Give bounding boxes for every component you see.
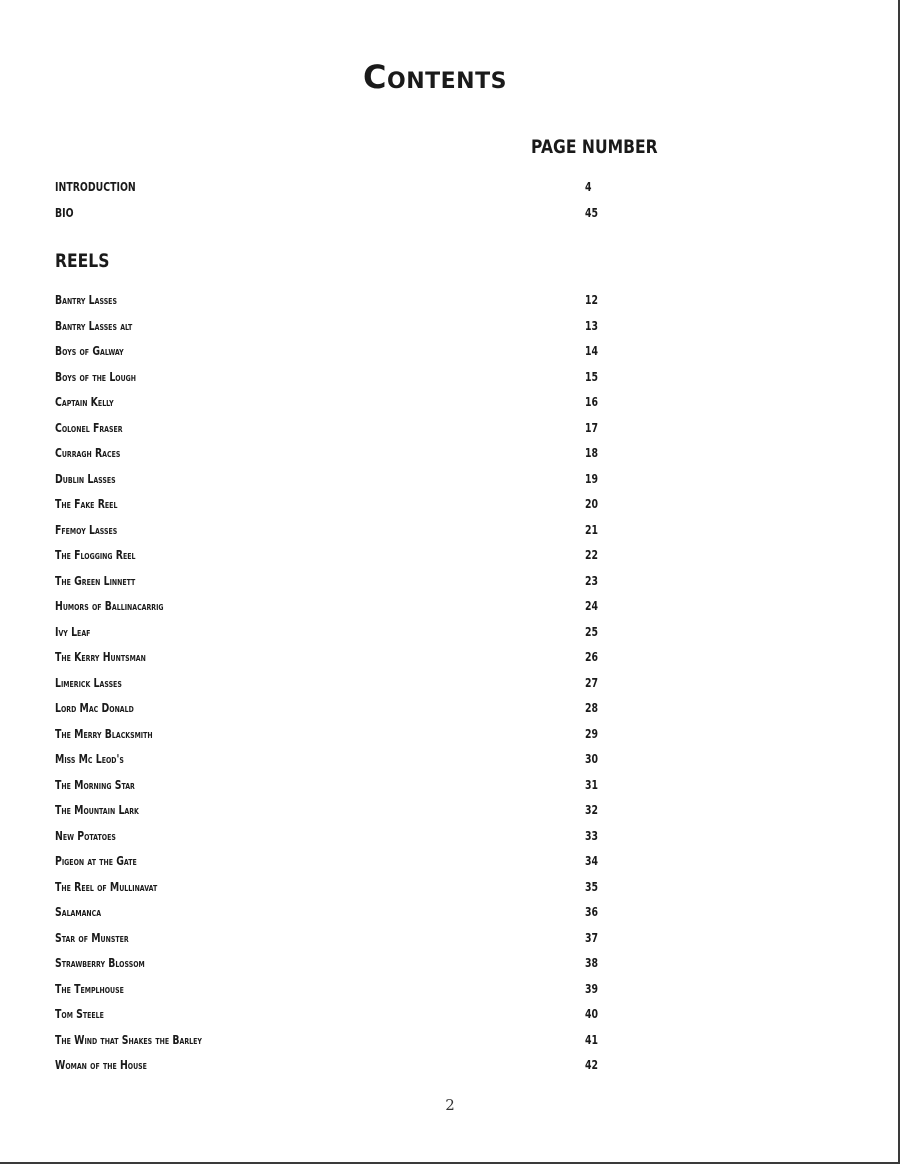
toc-entry-page: 23	[585, 573, 599, 588]
toc-entry-reel[interactable]	[55, 319, 615, 339]
toc-entry-page: 4	[585, 180, 592, 194]
toc-entry-page: 33	[585, 828, 599, 843]
toc-entry-reel[interactable]	[55, 982, 615, 1002]
toc-entry-title: Bantry Lasses alt	[55, 318, 133, 333]
toc-entry-reel[interactable]	[55, 727, 615, 747]
toc-entry-reel[interactable]	[55, 1007, 615, 1027]
toc-entry-title: The Merry Blacksmith	[55, 726, 153, 741]
toc-entry-reel[interactable]	[55, 472, 615, 492]
toc-entry-title: The Reel of Mullinavat	[55, 879, 158, 894]
toc-entry-title: Ffemoy Lasses	[55, 522, 118, 537]
toc-entry-page: 30	[585, 752, 599, 766]
toc-entry-page: 39	[585, 981, 599, 996]
toc-entry-title: The Flogging Reel	[55, 548, 136, 562]
toc-entry-title: Curragh Races	[55, 446, 121, 460]
toc-entry-reel[interactable]	[55, 599, 615, 619]
toc-entry-reel[interactable]	[55, 497, 615, 517]
toc-entry-reel[interactable]	[55, 574, 615, 594]
toc-entry-page: 42	[585, 1058, 599, 1072]
toc-entry-page: 37	[585, 930, 599, 945]
toc-entry-page: 31	[585, 777, 599, 792]
toc-entry-title: INTRODUCTION	[55, 180, 136, 194]
toc-entry-title: Bantry Lasses	[55, 293, 117, 307]
toc-entry-page: 15	[585, 369, 599, 384]
toc-entry-title: The Green Linnett	[55, 573, 136, 588]
toc-entry-bio[interactable]	[55, 206, 615, 226]
toc-entry-title: Tom Steele	[55, 1007, 104, 1021]
toc-entry-reel[interactable]	[55, 650, 615, 670]
toc-entry-reel[interactable]	[55, 778, 615, 798]
toc-entry-page: 16	[585, 395, 599, 409]
toc-entry-title: Star of Munster	[55, 930, 129, 945]
toc-entry-title: Captain Kelly	[55, 395, 114, 409]
toc-entry-title: Colonel Fraser	[55, 420, 123, 435]
toc-entry-page: 32	[585, 803, 599, 817]
toc-entry-title: The Kerry Huntsman	[55, 650, 146, 664]
toc-entry-page: 20	[585, 497, 599, 511]
toc-entry-page: 25	[585, 624, 599, 639]
toc-entry-title: Miss Mc Leod's	[55, 752, 124, 766]
toc-entry-reel[interactable]	[55, 905, 615, 925]
toc-entry-page: 22	[585, 548, 599, 562]
toc-entry-title: Lord Mac Donald	[55, 701, 134, 715]
toc-entry-page: 14	[585, 344, 599, 358]
toc-entry-reel[interactable]	[55, 956, 615, 976]
toc-entry-title: Boys of Galway	[55, 344, 124, 358]
toc-entry-reel[interactable]	[55, 625, 615, 645]
toc-entry-page: 35	[585, 879, 599, 894]
toc-entry-introduction[interactable]	[55, 180, 615, 200]
toc-entry-title: BIO	[55, 206, 74, 220]
toc-entry-page: 26	[585, 650, 599, 664]
toc-entry-reel[interactable]	[55, 880, 615, 900]
toc-entry-title: New Potatoes	[55, 828, 116, 843]
toc-entry-page: 40	[585, 1007, 599, 1021]
toc-entry-title: The Morning Star	[55, 777, 135, 792]
toc-entry-reel[interactable]	[55, 548, 615, 568]
toc-entry-page: 13	[585, 318, 599, 333]
toc-entry-reel[interactable]	[55, 446, 615, 466]
toc-entry-reel[interactable]	[55, 803, 615, 823]
toc-entry-reel[interactable]	[55, 523, 615, 543]
toc-entry-reel[interactable]	[55, 344, 615, 364]
page-title: Contents	[363, 58, 507, 96]
toc-entry-reel[interactable]	[55, 293, 615, 313]
toc-entry-title: Limerick Lasses	[55, 675, 122, 690]
toc-entry-page: 34	[585, 854, 599, 868]
toc-entry-page: 38	[585, 956, 599, 970]
toc-entry-title: Woman of the House	[55, 1058, 147, 1072]
toc-entry-reel[interactable]	[55, 829, 615, 849]
toc-entry-page: 24	[585, 599, 599, 613]
toc-entry-reel[interactable]	[55, 701, 615, 721]
toc-entry-title: Pigeon at the Gate	[55, 854, 137, 868]
toc-entry-page: 21	[585, 522, 599, 537]
toc-entry-reel[interactable]	[55, 1058, 615, 1078]
toc-entry-reel[interactable]	[55, 370, 615, 390]
toc-entry-title: Boys of the Lough	[55, 369, 136, 384]
toc-entry-reel[interactable]	[55, 395, 615, 415]
toc-entry-page: 27	[585, 675, 599, 690]
toc-entry-page: 41	[585, 1032, 599, 1047]
toc-entry-page: 45	[585, 206, 599, 220]
toc-entry-reel[interactable]	[55, 854, 615, 874]
toc-entry-page: 18	[585, 446, 599, 460]
toc-entry-reel[interactable]	[55, 931, 615, 951]
toc-entry-title: The Templhouse	[55, 981, 124, 996]
toc-entry-title: The Fake Reel	[55, 497, 118, 511]
toc-entry-page: 17	[585, 420, 599, 435]
toc-entry-title: The Wind that Shakes the Barley	[55, 1032, 202, 1047]
toc-entry-page: 28	[585, 701, 599, 715]
toc-entry-reel[interactable]	[55, 1033, 615, 1053]
toc-entry-page: 12	[585, 293, 599, 307]
toc-entry-title: Strawberry Blossom	[55, 956, 145, 970]
toc-entry-title: Humors of Ballinacarrig	[55, 599, 164, 613]
footer-page-number: 2	[445, 1096, 455, 1114]
toc-entry-page: 19	[585, 471, 599, 486]
toc-entry-title: Ivy Leaf	[55, 624, 91, 639]
toc-entry-title: Dublin Lasses	[55, 471, 116, 486]
toc-entry-reel[interactable]	[55, 752, 615, 772]
page-number-column-header: PAGE NUMBER	[531, 136, 658, 158]
section-heading-reels: REELS	[55, 250, 110, 272]
toc-entry-page: 36	[585, 905, 599, 919]
toc-entry-reel[interactable]	[55, 676, 615, 696]
toc-entry-reel[interactable]	[55, 421, 615, 441]
toc-entry-title: Salamanca	[55, 905, 102, 919]
toc-entry-title: The Mountain Lark	[55, 803, 139, 817]
toc-entry-page: 29	[585, 726, 599, 741]
